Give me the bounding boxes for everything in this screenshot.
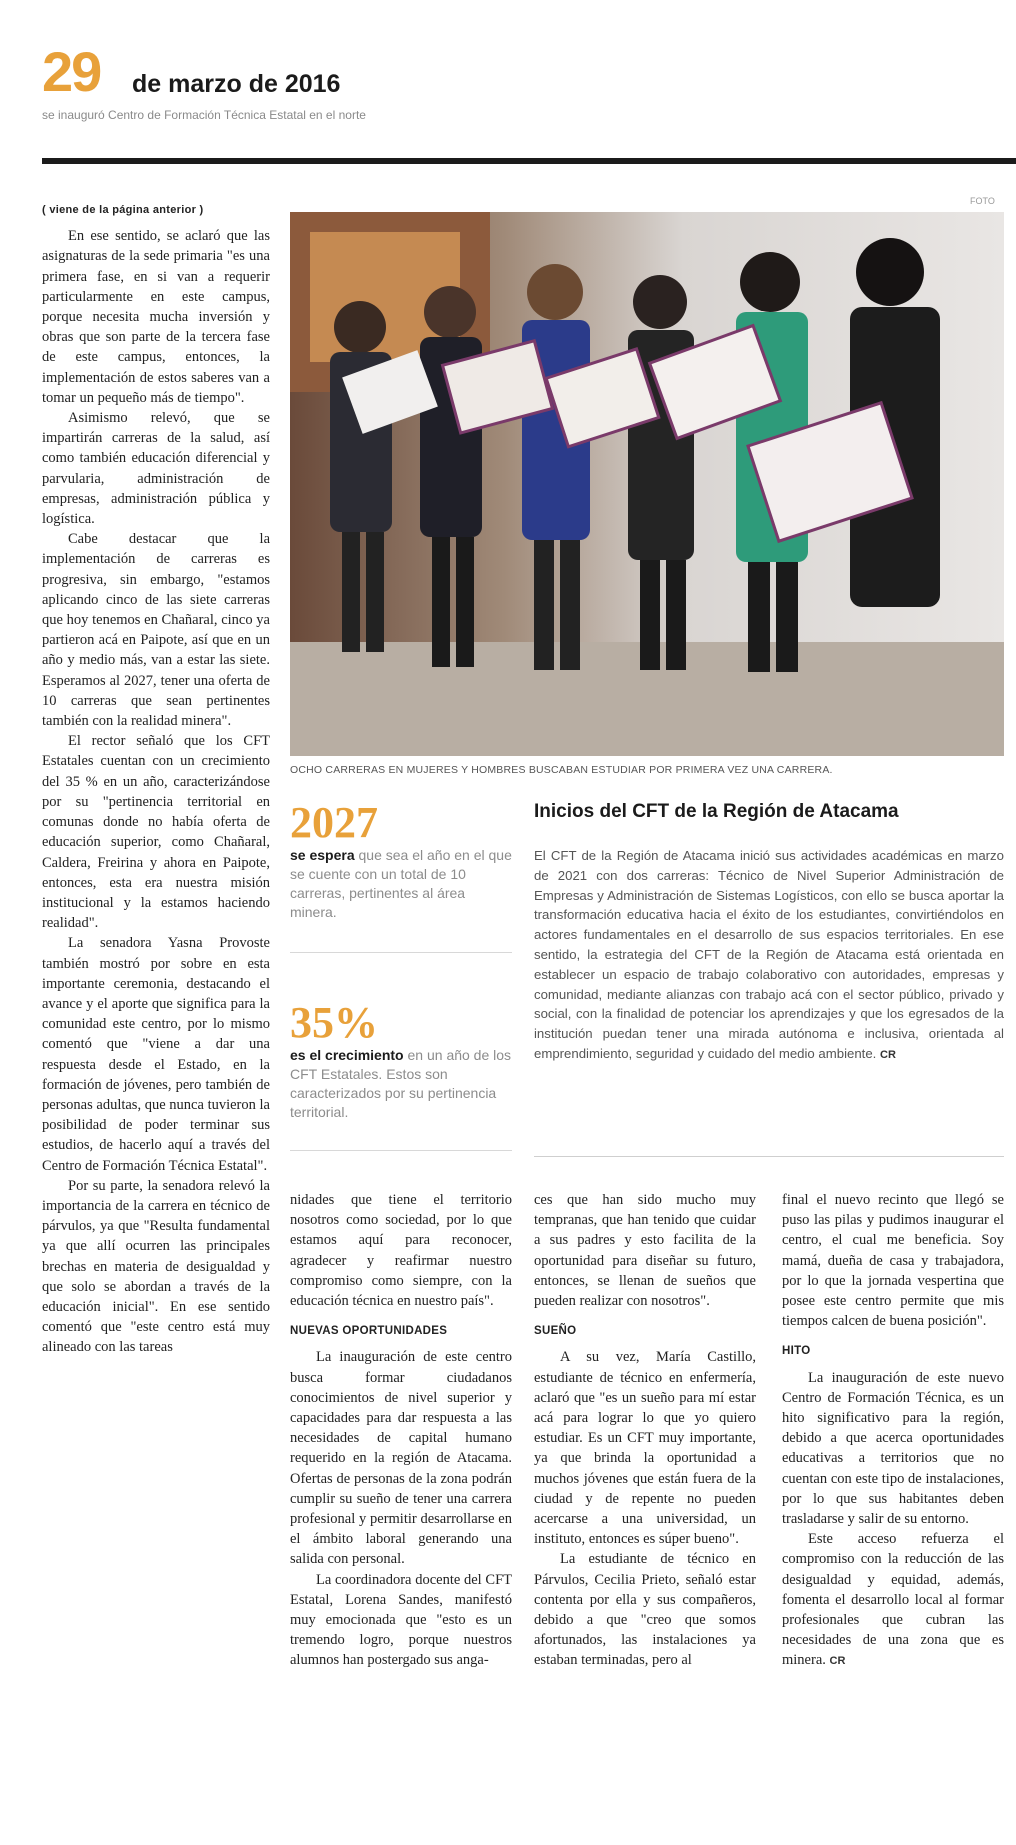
article-column-4 — [782, 1190, 1004, 1830]
box-rule — [534, 1156, 1004, 1157]
end-mark: CR — [829, 1655, 846, 1668]
paragraph: A su vez, María Castillo, estudiante de técnico en enfermería, aclaró que "es un sueño para mí estar acá para lograr lo que yo quiero estudiar. Es un CFT muy importante, ya que brinda la oportunidad a muchos jóvenes que están fuera de la ciudad y de repente no pueden acercarse a una universidad, un instituto, entonces es súper bueno". — [534, 1349, 756, 1548]
article-column-1 — [42, 190, 270, 1820]
paragraph: La estudiante de técnico en Párvulos, Cecilia Prieto, señaló estar contenta por ella y sus compañeros, debido a que "creo que somos afortunados, las instalaciones ya estaban terminadas, pero al — [534, 1551, 756, 1669]
stat-text — [290, 1046, 512, 1122]
stat-box-2027 — [290, 800, 512, 922]
paragraph: final el nuevo recinto que llegó se puso las pilas y pudimos inaugurar el centro, el cual me beneficia. Soy mamá, dueña de casa y trabajadora, por lo que la jornada vespertina que posee este centro permite que mis tiempos calcen de buena posición". — [782, 1192, 1004, 1330]
stat-lead: se espera — [290, 847, 355, 863]
date-subtitle: se inauguró Centro de Formación Técnica Estatal en el norte — [42, 108, 366, 122]
header-rule — [42, 158, 1016, 164]
stat-box-35 — [290, 1000, 512, 1122]
stat-detail: en un año de los CFT Estatales. Estos son caracterizados por su pertinencia territorial. — [290, 1047, 512, 1120]
paragraph: nidades que tiene el territorio nosotros como sociedad, por lo que estamos aquí para reconocer, agradecer y reafirmar nuestro compromiso como siempre, con la educación técnica en nuestro país". — [290, 1192, 512, 1310]
paragraph: Asimismo relevó, que se impartirán carreras de la salud, así como también educación diferencial y parvularia, administración de empresas, administración pública y logística. — [42, 410, 270, 528]
paragraph: La senadora Yasna Provoste también mostró por sobre en esta importante ceremonia, destacando el avance y el aporte que significa para la comunidad este centro, por lo mismo comentó que "viene a dar una respuesta desde el Estado, en la formación de jóvenes, pero también de personas adultas, que nunca tuvieron la posibilidad de poder terminar sus estudios, de hacerlo aquí a través del Centro de Formación Técnica Estatal". — [42, 935, 270, 1174]
stat-detail: que sea el año en el que se cuente con un total de 10 carreras, pertinentes al área minera. — [290, 847, 512, 920]
box-body — [534, 846, 1004, 1066]
paragraph: Por su parte, la senadora relevó la importancia de la carrera en técnico de párvulos, ya que "Resulta fundamental ya que allí ocurren las principales brechas en materia de desigualdad y que solo se abordan a través de la educación inicial". En ese sentido comentó que "este centro está muy alineado con las tareas — [42, 1177, 270, 1356]
box-text: El CFT de la Región de Atacama inició sus actividades académicas en marzo de 2021 con dos carreras: Técnico de Nivel Superior Administración de Empresas y Administración de Sistemas Logísticos, con ello se busca aportar la transformación educativa hacia el éxito de los estudiantes, convirtiéndolos en actores fundamentales en el desarrollo de sus espacios territoriales. En ese sentido, la estrategia del CFT de la Región de Atacama está orientada en establecer un espacio de trabajo colaborativo con autoridades, empresas y comunidad, mediante alianzas con trabajo acá con el sector público, privado y social, con la finalidad de potenciar los aprendizajes y que los egresados de la institución puedan tener una mirada autónoma e inclusiva, orientada al emprendimiento, seguridad y cuidado del medio ambiente. — [534, 848, 1004, 1061]
stat-lead: es el crecimiento — [290, 1047, 404, 1063]
stat-divider — [290, 952, 512, 953]
paragraph: El rector señaló que los CFT Estatales cuentan con un crecimiento del 35 % en un año, caracterizándose por su "pertinencia territorial en comunas donde no había oferta de educación superior, como Chañaral, Caldera, Freirina y ahora en Paipote, entonces, esta era nuestra misión institucional y la estamos haciendo realidad". — [42, 733, 270, 932]
section-kicker: HITO — [782, 1345, 811, 1358]
stat-divider — [290, 1150, 512, 1151]
paragraph: Cabe destacar que la implementación de carreras es progresiva, sin embargo, "estamos aplicando cinco de las siete carreras que hoy tenemos en Chañaral, cinco ya partieron acá en Paipote, así que en un año y medio más, van a estar las siete. Esperamos al 2027, tener una oferta de 10 carreras que sean pertinentes también con la realidad minera". — [42, 531, 270, 730]
article-column-2 — [290, 1190, 512, 1830]
date-day: 29 — [42, 40, 101, 103]
end-mark: CR — [880, 1048, 896, 1061]
article-column-3 — [534, 1190, 756, 1830]
photo-credit: FOTO — [970, 196, 995, 206]
stat-number: 35% — [290, 998, 378, 1047]
paragraph — [782, 1529, 1004, 1671]
paragraph: La coordinadora docente del CFT Estatal, Lorena Sandes, manifestó muy emocionada que "esto es un tremendo logro, porque nuestros alumnos han postergado sus anga- — [290, 1571, 512, 1669]
continuation-kicker: ( viene de la página anterior ) — [42, 204, 204, 216]
paragraph: En ese sentido, se aclaró que las asignaturas de la sede primaria "es una primera fase, en si van a requerir particularmente en este campus, porque necesita mucha inversión y obras que son parte de la tercera fase de este campus, entonces, la implementación de estos saberes van a tomar un pequeño más de tiempo". — [42, 228, 270, 406]
stat-number: 2027 — [290, 798, 378, 847]
paragraph: La inauguración de este centro busca formar ciudadanos conocimientos de nivel superior y capacidades para dar respuesta a las necesidades de capital humano requerido en la región de Atacama. Ofertas de personas de la zona podrán cumplir su sueño de tener una carrera profesional y permitir desarrollarse en el ámbito laboral generando una salida con personal. — [290, 1349, 512, 1568]
paragraph: ces que han sido mucho muy tempranas, que han tenido que cuidar a sus padres y esto facilita de la oportunidad para diseñar su futuro, entonces, se llenan de sueños que pueden realizar con nosotros". — [534, 1192, 756, 1310]
stat-text — [290, 846, 512, 922]
paragraph-text: Este acceso refuerza el compromiso con la reducción de las desigualdad y equidad, además, fomenta el desarrollo local al formar profesionales que cubran las necesidades de una zona que es minera. — [782, 1531, 1004, 1669]
date-month-year: de marzo de 2016 — [132, 70, 341, 98]
paragraph: La inauguración de este nuevo Centro de Formación Técnica, es un hito significativo para la región, debido a que acerca oportunidades educativas a territorios que no cuentan con este tipo de instalaciones, por lo que sus habitantes deben trasladarse y salir de su entorno. — [782, 1369, 1004, 1528]
photo-caption: OCHO CARRERAS EN MUJERES Y HOMBRES BUSCABAN ESTUDIAR POR PRIMERA VEZ UNA CARRERA. — [290, 764, 833, 776]
news-photo — [290, 212, 1004, 756]
section-kicker: NUEVAS OPORTUNIDADES — [290, 1325, 448, 1338]
section-kicker: SUEÑO — [534, 1325, 577, 1338]
photo-illustration — [290, 212, 1004, 756]
box-title: Inicios del CFT de la Región de Atacama — [534, 801, 899, 822]
